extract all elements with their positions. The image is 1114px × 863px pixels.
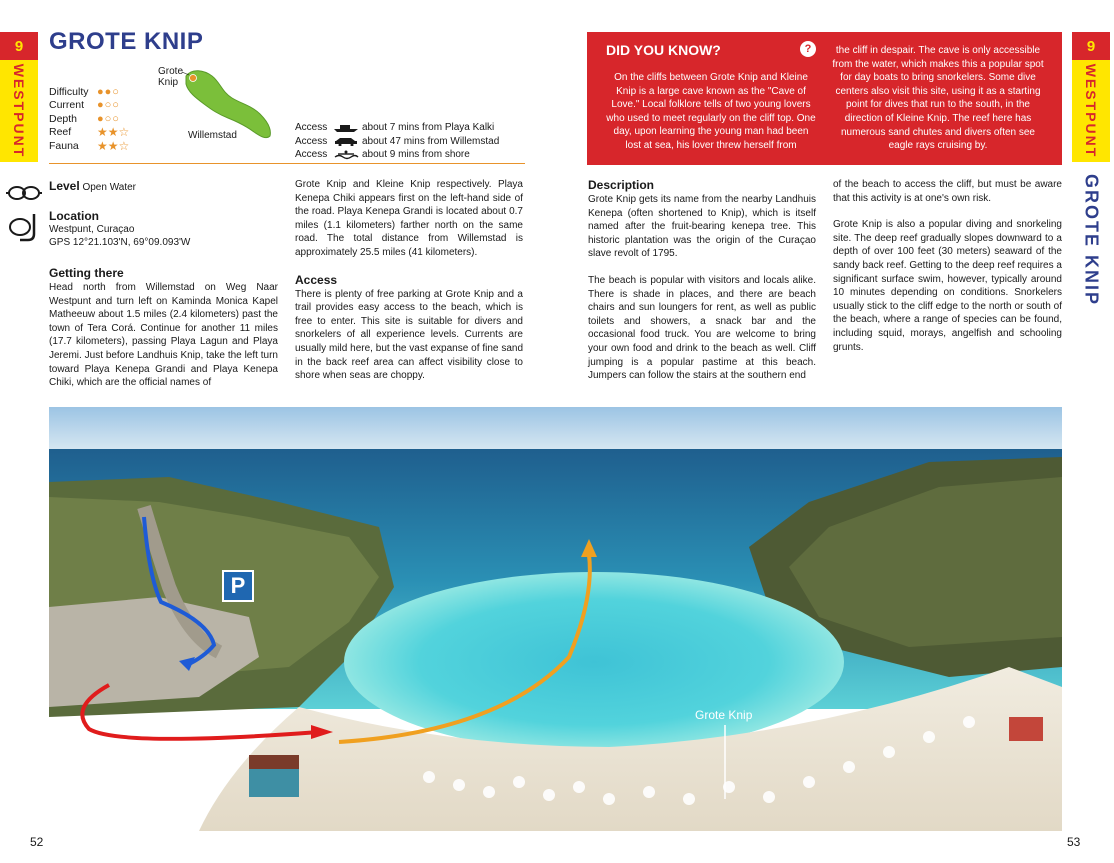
question-icon: ? — [800, 41, 816, 57]
column-2 — [295, 178, 523, 383]
did-you-know-text-1: On the cliffs between Grote Knip and Kleine Knip is a large cave known as the "Cave of Love." Local folklore tells of two young lovers who used to meet regularly on the cliff top. One day, upon learning the young man had been lost at sea, his lover threw herself from — [606, 72, 816, 151]
snorkel-icon — [6, 212, 42, 242]
description-heading: Description — [588, 178, 655, 192]
getting-there-section — [49, 266, 278, 390]
car-icon — [332, 136, 360, 146]
site-side-title: GROTE KNIP — [1081, 173, 1102, 307]
description-section — [588, 178, 816, 383]
region-tab-right: WESTPUNT — [1072, 60, 1110, 162]
description-p2: The beach is popular with visitors and locals alike. There is shade in places, and there are beach chairs and sun loungers for rent, as well as public toilets and showers, a snack bar and the occasional food truck. You are welcome to bring your own food and drink to the beach as well. Cliff jumping is a popular pastime at this beach. Jumpers can follow the stairs at the southern end — [588, 274, 816, 382]
location-block: Location Westpunt, Curaçao GPS 12°21.103'N, 69°09.093'W — [49, 209, 191, 248]
rating-difficulty: Difficulty ●●○ — [49, 85, 120, 98]
shore-icon — [332, 150, 360, 160]
parking-sign: P — [222, 570, 254, 602]
site-ratings — [49, 85, 129, 153]
description-p4: Grote Knip is also a popular diving and snorkeling site. The deep reef gradually slopes downward to a depth of over 100 feet (30 meters) seaward of the sandy back reef. Getting to the deep reef requires a significant surface swim, however, typically around 10 minutes depending on conditions. Snorkelers usually stick to the cliff edge to the north or south of the beach, where a range of species can be found, including squid, morays, angelfish and schooling grunts. — [833, 219, 1062, 353]
header-divider — [49, 163, 525, 164]
photo-site-label: Grote Knip — [695, 708, 753, 722]
chapter-number-tab: 9 — [0, 32, 38, 60]
access-boat: Access about 7 mins from Playa Kalki — [295, 122, 495, 134]
access-text: There is plenty of free parking at Grote Knip and a trail provides easy access to the beach, which is free to enter. This site is suitable for divers and snorkelers of all experience levels. Currents are usually mild here, but the vast expanse of fine sand in the back reef area can affect visibility close to shore when seas are choppy. — [295, 288, 523, 382]
page-number-left: 52 — [30, 835, 44, 849]
dive-mask-icon — [6, 181, 42, 205]
did-you-know-text-2: the cliff in despair. The cave is only accessible from the water, which makes this a popular spot for day boats to bring snorkelers. Some dive centers also visit this site, using it as a starting point for dives that run to the south, in the direction of Kleine Knip. The reef here has numerous sand chutes and divers often see eagle rays cruising by. — [832, 45, 1044, 152]
access-list — [295, 121, 499, 162]
island-locator-map — [156, 62, 286, 146]
getting-there-heading: Getting there — [49, 266, 124, 280]
getting-there-continued: Grote Knip and Kleine Knip respectively. Playa Kenepa Chiki appears first on the left-hand side of the road. Playa Kenepa Grandi is located about 0.7 miles (1.1 kilometers) farther north on the same road. The total distance from Willemstad is approximately 25.5 miles (41 kilometers). — [295, 179, 523, 258]
region-tab: WESTPUNT — [0, 60, 38, 162]
description-p3: of the beach to access the cliff, but must be aware that this activity is at one's own risk. — [833, 179, 1062, 204]
description-p1: Grote Knip gets its name from the nearby Landhuis Kenepa (often shortened to Knip), which is itself named after the fruit-bearing kenepa tree. This historic plantation was the origin of the Curaçao slave revolt of 1795. — [588, 194, 816, 260]
aerial-beach-photo — [49, 407, 1062, 831]
chapter-number-tab-right: 9 — [1072, 32, 1110, 60]
did-you-know-heading: DID YOU KNOW? — [606, 42, 721, 58]
map-city-label: Willemstad — [188, 130, 237, 141]
rating-depth: Depth ●○○ — [49, 112, 120, 125]
map-site-label-2: Knip — [158, 77, 179, 88]
boat-icon — [332, 123, 360, 133]
page-title: GROTE KNIP — [49, 28, 204, 55]
access-shore: Access about 9 mins from shore — [295, 149, 470, 161]
did-you-know-box — [587, 32, 1062, 165]
map-site-label-1: Grote — [158, 66, 184, 77]
getting-there-text: Head north from Willemstad on Weg Naar Westpunt and turn left on Kaminda Monica Kapel Matheeuw about 1.5 miles (2.4 kilometers) past the town of Tera Corá. Continue for another 11 miles (17.7 kilometers), passing Playa Lagun and Playa Jeremi. Just before Landhuis Knip, take the left turn toward Playa Kenepa Grandi and Playa Kenepa Chiki, which are the official names of — [49, 282, 278, 389]
access-car: Access about 47 mins from Willemstad — [295, 135, 500, 147]
rating-current: Current ●○○ — [49, 99, 120, 112]
level-block: Level Open Water — [49, 179, 137, 193]
access-heading: Access — [295, 272, 338, 287]
description-column-2 — [833, 178, 1062, 354]
page-number-right: 53 — [1067, 835, 1081, 849]
rating-fauna: Fauna ★★☆ — [49, 138, 130, 153]
rating-reef: Reef ★★☆ — [49, 125, 130, 140]
